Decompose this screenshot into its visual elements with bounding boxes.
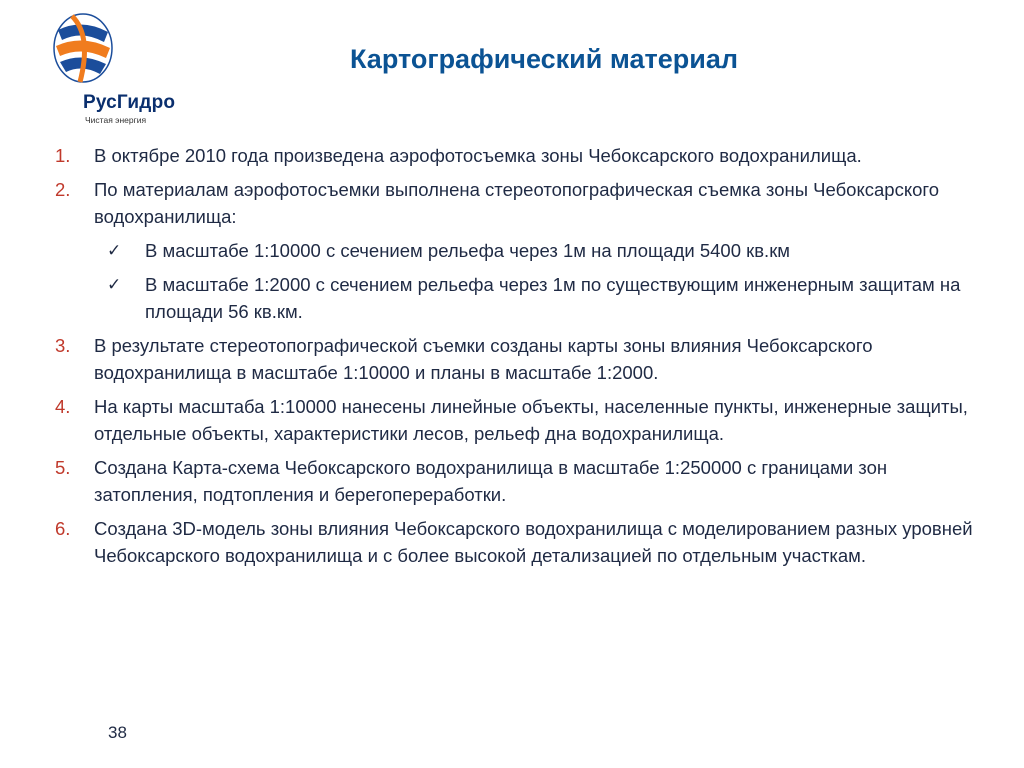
item-text: Создана 3D-модель зоны влияния Чебоксарского водохранилища с моделированием разных уровней Чебоксарского водохранилища и с более высокой детализацией по отдельным участкам. bbox=[94, 518, 973, 566]
list-item-2 bbox=[52, 176, 982, 230]
item-text: На карты масштаба 1:10000 нанесены линейные объекты, населенные пункты, инженерные защиты, отдельные объекты, характеристики лесов, рельеф дна водохранилища. bbox=[94, 396, 968, 444]
rushydro-logo-icon bbox=[52, 12, 114, 84]
item-number: 5. bbox=[55, 457, 71, 478]
logo-name: РусГидро bbox=[83, 92, 176, 113]
list-item-3 bbox=[52, 332, 982, 386]
item-number: 2. bbox=[55, 179, 71, 200]
sub-item-text: В масштабе 1:2000 с сечением рельефа через 1м по существующим инженерным защитам на площади 56 кв.км. bbox=[145, 274, 961, 322]
item-number: 1. bbox=[55, 145, 71, 166]
item-number: 4. bbox=[55, 396, 71, 417]
item-number: 6. bbox=[55, 518, 71, 539]
logo-tagline: Чистая энергия bbox=[85, 115, 147, 125]
page-number: 38 bbox=[108, 723, 127, 742]
item-number: 3. bbox=[55, 335, 71, 356]
sub-item-2 bbox=[52, 271, 982, 325]
item-text: В результате стереотопографической съемки созданы карты зоны влияния Чебоксарского водохранилища в масштабе 1:10000 и планы в масштабе 1:2000. bbox=[94, 335, 873, 383]
item-text: В октябре 2010 года произведена аэрофотосъемка зоны Чебоксарского водохранилища. bbox=[94, 145, 862, 166]
item-text: По материалам аэрофотосъемки выполнена стереотопографическая съемка зоны Чебоксарского водохранилища: bbox=[94, 179, 940, 227]
sub-item-text: В масштабе 1:10000 с сечением рельефа через 1м на площади 5400 кв.км bbox=[145, 240, 791, 261]
content-list bbox=[52, 142, 982, 576]
slide-title: Картографический материал bbox=[350, 44, 738, 74]
sub-item-1 bbox=[52, 237, 982, 264]
list-item-4 bbox=[52, 393, 982, 447]
list-item-5 bbox=[52, 454, 982, 508]
list-item-1 bbox=[52, 142, 982, 169]
list-item-6 bbox=[52, 515, 982, 569]
item-text: Создана Карта-схема Чебоксарского водохранилища в масштабе 1:250000 с границами зон затопления, подтопления и берегопереработки. bbox=[94, 457, 888, 505]
checkmark-icon: ✓ bbox=[107, 275, 122, 294]
checkmark-icon: ✓ bbox=[107, 241, 122, 260]
rushydro-logo bbox=[48, 12, 188, 125]
